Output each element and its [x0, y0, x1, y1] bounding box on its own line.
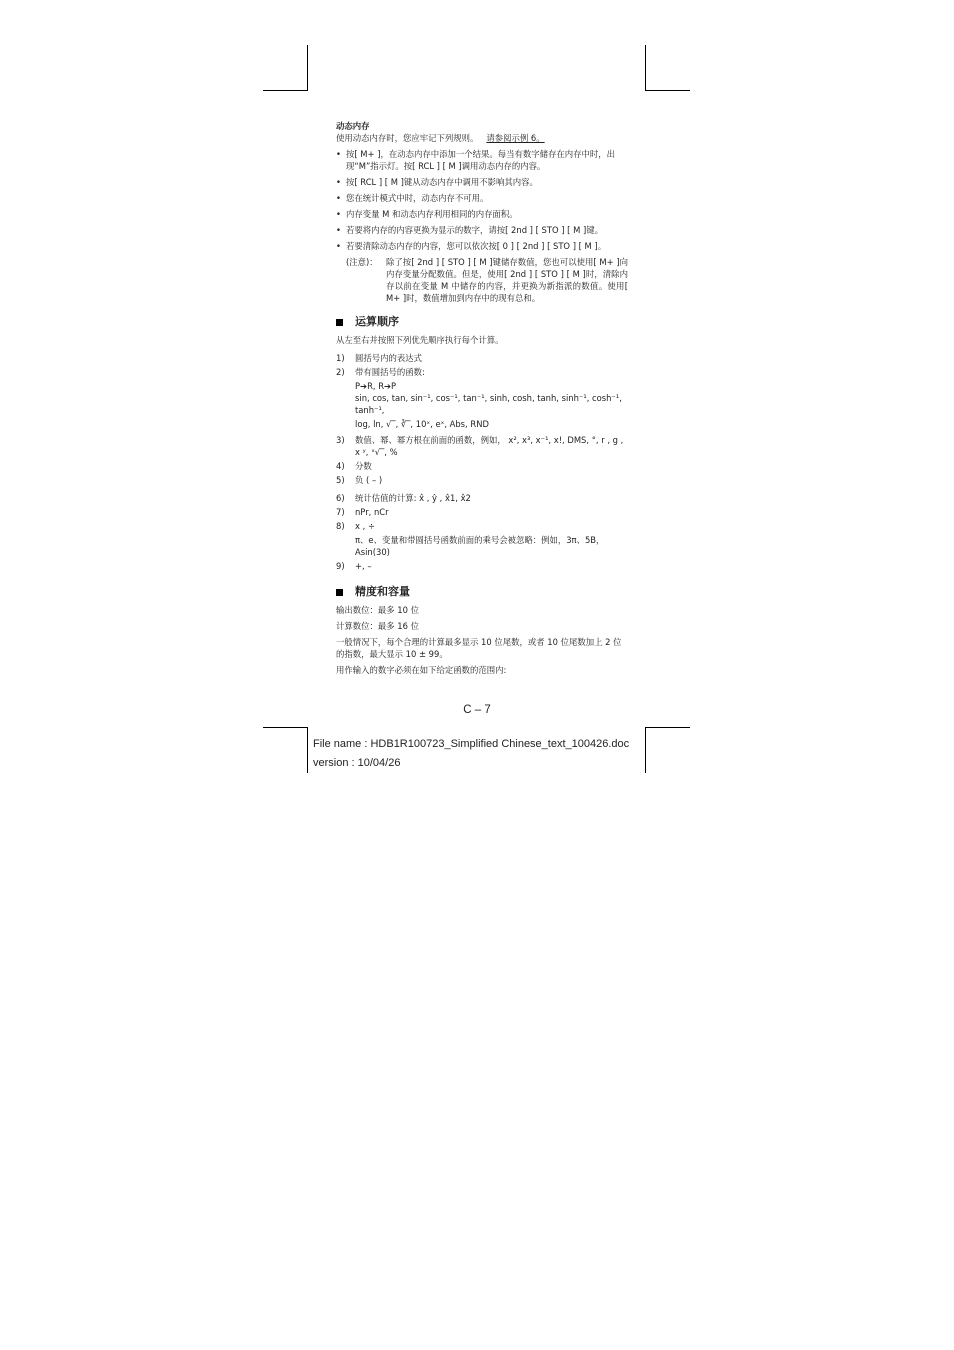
order-item-number: 6) [336, 493, 345, 503]
order-item-text: 数值、幂、幂方根在前面的函数，例如， x², x³, x⁻¹, x!, DMS, °, r , g , x ʸ, ˣ√‾, % [355, 435, 624, 457]
precision-line-3: 一般情况下，每个合理的计算最多显示 10 位尾数，或者 10 位尾数加上 2 位的指数，最大显示 10 ± 99。 [336, 637, 622, 659]
memory-intro: 使用动态内存时，您应牢记下列规则。 [336, 133, 479, 143]
order-item-2-sub-2: sin, cos, tan, sin⁻¹, cos⁻¹, tan⁻¹, sinh, cosh, tanh, sinh⁻¹, cosh⁻¹, tanh⁻¹, [355, 393, 622, 415]
footer-version: version : 10/04/26 [313, 757, 401, 769]
order-intro: 从左至右并按照下列优先顺序执行每个计算。 [336, 335, 504, 345]
order-list [336, 352, 628, 572]
memory-title: 动态内存 [336, 121, 370, 131]
order-item-text: x , ÷ [355, 521, 375, 531]
order-item-text: 带有圆括号的函数: [355, 367, 425, 377]
order-item-4 [336, 460, 628, 472]
note-text: 除了按[ 2nd ] [ STO ] [ M ]键储存数值，您也可以使用[ M+ ]向内存变量分配数值。但是，使用[ 2nd ] [ STO ] [ M ]时，清除内存以前在变量 M 中储存的内容，并更换为新指派的数值。使用[ M+ ]时，数值增加到内存中的现有总和。 [386, 257, 628, 303]
crop-mark-bottom-right-horizontal [645, 727, 690, 728]
order-item-1 [336, 352, 628, 364]
order-item-number: 1) [336, 353, 345, 363]
crop-mark-top-left-horizontal [263, 90, 308, 91]
square-bullet-icon [336, 589, 343, 596]
order-item-text: 分数 [355, 461, 372, 471]
order-item-number: 2) [336, 367, 345, 377]
crop-mark-bottom-left-horizontal [263, 727, 308, 728]
order-item-text: 负 ( – ) [355, 475, 383, 485]
order-item-7 [336, 506, 628, 518]
order-title: 运算顺序 [355, 315, 399, 328]
crop-mark-bottom-left-vertical [307, 727, 308, 773]
note-label: (注意)： [346, 257, 378, 267]
order-item-number: 3) [336, 435, 345, 445]
crop-mark-top-right-horizontal [645, 90, 690, 91]
order-item-9 [336, 560, 628, 572]
order-item-3 [336, 434, 628, 458]
order-item-8-sub: π、e、变量和带圆括号函数前面的乘号会被忽略：例如，3π、5B，Asin(30) [355, 535, 605, 557]
page-content [336, 120, 628, 676]
page-number: C – 7 [463, 704, 491, 716]
footer-file-name: File name : HDB1R100723_Simplified Chinese_text_100426.doc [313, 738, 630, 750]
memory-rule-6: • 若要清除动态内存的内容，您可以依次按[ 0 ] [ 2nd ] [ STO ] [ M ]。 [336, 240, 628, 252]
order-item-number: 5) [336, 475, 345, 485]
memory-rule-1: • 按[ M+ ]，在动态内存中添加一个结果。每当有数字储存在内存中时，出现“M”指示灯。按[ RCL ] [ M ]调用动态内存的内容。 [336, 148, 628, 172]
order-item-number: 7) [336, 507, 345, 517]
crop-mark-top-right-vertical [645, 45, 646, 90]
order-item-2-sub-3: log, ln, √‾, ∛‾, 10ˣ, eˣ, Abs, RND [355, 419, 489, 429]
order-item-number: 9) [336, 561, 345, 571]
memory-intro-line [336, 132, 628, 144]
order-item-text: 圆括号内的表达式 [355, 353, 422, 363]
crop-mark-bottom-right-vertical [645, 727, 646, 773]
order-item-text: nPr, nCr [355, 507, 389, 517]
order-item-text: 统计估值的计算: x̂ , ŷ , x̂1, x̂2 [355, 493, 471, 503]
order-section-heading [336, 316, 628, 328]
order-item-2-sub-1: P➔R, R➔P [355, 381, 397, 391]
order-item-number: 4) [336, 461, 345, 471]
memory-rule-3: • 您在统计模式中时，动态内存不可用。 [336, 192, 628, 204]
memory-rules-list [336, 148, 628, 252]
order-item-text: +, – [355, 561, 372, 571]
precision-title: 精度和容量 [355, 585, 410, 598]
order-item-number: 8) [336, 521, 345, 531]
order-item-5 [336, 474, 628, 486]
precision-section-heading [336, 586, 628, 598]
crop-mark-top-left-vertical [307, 45, 308, 90]
order-item-8 [336, 520, 628, 532]
memory-rule-5: • 若要将内存的内容更换为显示的数字，请按[ 2nd ] [ STO ] [ M ]键。 [336, 224, 628, 236]
order-item-2 [336, 366, 628, 378]
square-bullet-icon [336, 319, 343, 326]
precision-line-2: 计算数位：最多 16 位 [336, 621, 419, 631]
precision-line-4: 用作输入的数字必须在如下给定函数的范围内: [336, 665, 507, 675]
memory-rule-4: • 内存变量 M 和动态内存利用相同的内存面积。 [336, 208, 628, 220]
memory-rule-2: • 按[ RCL ] [ M ]键从动态内存中调用不影响其内容。 [336, 176, 628, 188]
memory-note [346, 256, 628, 304]
order-item-6 [336, 492, 628, 504]
see-example-link[interactable]: 请参阅示例 6。 [486, 133, 545, 143]
precision-line-1: 输出数位：最多 10 位 [336, 605, 419, 615]
